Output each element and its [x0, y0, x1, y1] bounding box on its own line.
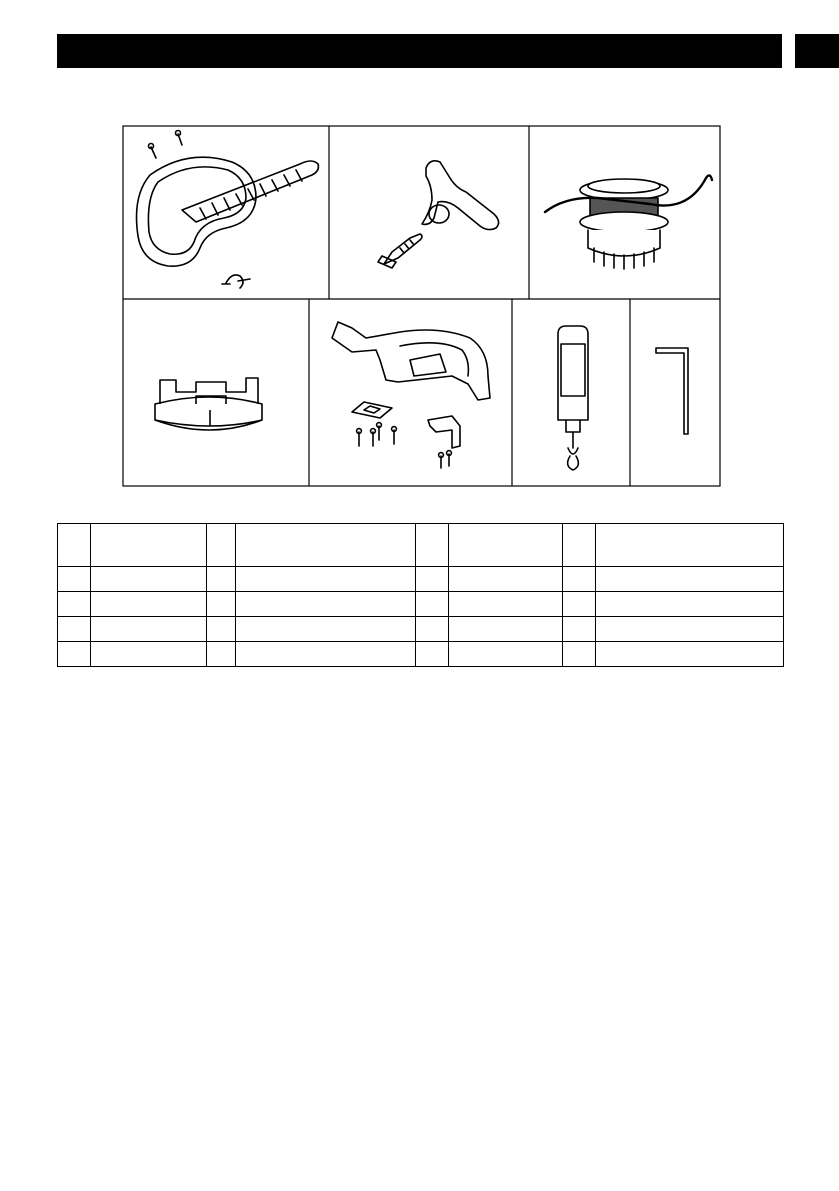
- table-cell: [416, 642, 449, 667]
- table-cell: [207, 524, 236, 567]
- table-cell: [449, 617, 563, 642]
- table-cell: [91, 592, 207, 617]
- table-row: [58, 592, 784, 617]
- table-header-row: [58, 524, 784, 567]
- front-handle-icon: [137, 131, 319, 289]
- table-cell: [236, 617, 416, 642]
- table-cell: [58, 524, 91, 567]
- table-cell: [207, 642, 236, 667]
- table-row: [58, 617, 784, 642]
- table-cell: [91, 524, 207, 567]
- table-cell: [596, 617, 784, 642]
- guard-icon: [155, 378, 262, 430]
- table-cell: [416, 524, 449, 567]
- table-cell: [91, 617, 207, 642]
- table-cell: [596, 567, 784, 592]
- table-cell: [563, 617, 596, 642]
- table-cell: [449, 567, 563, 592]
- table-cell: [449, 524, 563, 567]
- table-cell: [416, 617, 449, 642]
- parts-table: [57, 523, 784, 667]
- table-row: [58, 642, 784, 667]
- table-cell: [563, 567, 596, 592]
- table-cell: [596, 592, 784, 617]
- table-cell: [207, 617, 236, 642]
- table-cell: [91, 567, 207, 592]
- table-cell: [563, 642, 596, 667]
- table-cell: [236, 592, 416, 617]
- table-cell: [58, 642, 91, 667]
- table-cell: [58, 617, 91, 642]
- table-cell: [596, 524, 784, 567]
- table-cell: [416, 592, 449, 617]
- page-tab: [795, 34, 839, 68]
- table-cell: [58, 567, 91, 592]
- strap-icon: [558, 326, 588, 470]
- table-cell: [563, 524, 596, 567]
- table-cell: [236, 524, 416, 567]
- table-cell: [449, 592, 563, 617]
- hex-key-icon: [656, 348, 688, 434]
- table-cell: [91, 642, 207, 667]
- table-cell: [449, 642, 563, 667]
- table-cell: [236, 642, 416, 667]
- table-cell: [596, 642, 784, 667]
- table-cell: [416, 567, 449, 592]
- table-cell: [236, 567, 416, 592]
- section-header-bar: [57, 34, 782, 68]
- knob-bolt-icon: [378, 161, 499, 268]
- table-cell: [563, 592, 596, 617]
- table-row: [58, 567, 784, 592]
- spool-line-icon: [545, 175, 712, 269]
- table-cell: [207, 592, 236, 617]
- rear-handle-icon: [332, 322, 490, 468]
- table-cell: [58, 592, 91, 617]
- table-cell: [207, 567, 236, 592]
